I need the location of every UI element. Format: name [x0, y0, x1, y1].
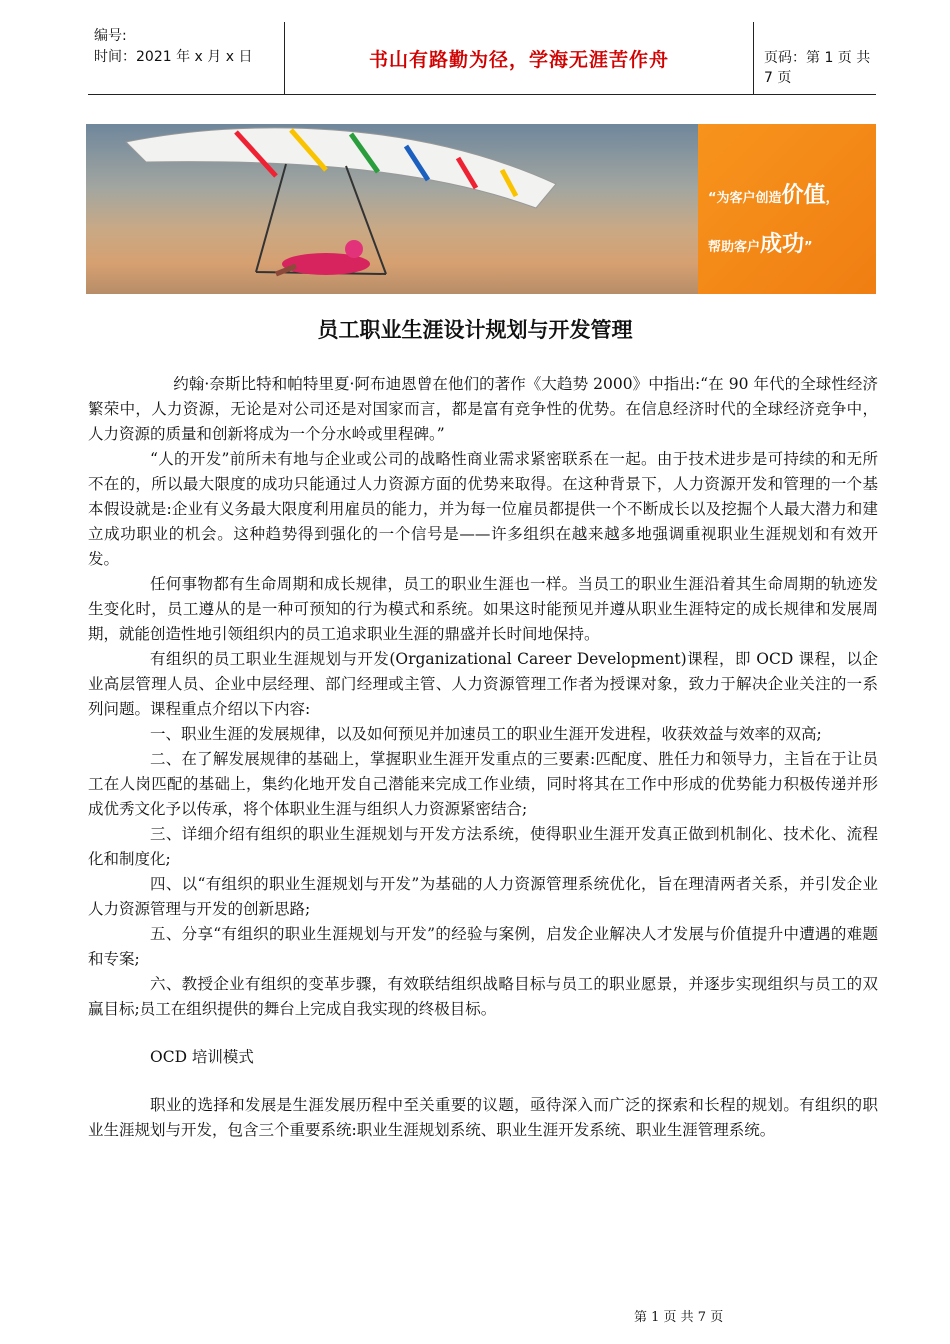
list-item-3: 三、详细介绍有组织的职业生涯规划与开发方法系统，使得职业生涯开发真正做到机制化、技术化、流程化和制度化; — [88, 825, 878, 868]
slogan-line-1-suffix: ， — [825, 191, 839, 206]
paragraph-ocd-course: 有组织的员工职业生涯规划与开发(Organizational Career Development)课程，即 OCD 课程，以企业高层管理人员、企业中层经理、部门经理或主管、人力资源管理工作者为授课对象，致力于解决企业关注的一系列问题。课程重点介绍以下内容: — [88, 650, 878, 718]
slogan-line-2-suffix: ” — [804, 240, 813, 255]
list-item-6: 六、教授企业有组织的变革步骤，有效联结组织战略目标与员工的职业愿景，并逐步实现组织与员工的双赢目标;员工在组织提供的舞台上完成自我实现的终极目标。 — [88, 975, 878, 1018]
paragraph-career-choice: 职业的选择和发展是生涯发展历程中至关重要的议题，亟待深入而广泛的探索和长程的规划。有组织的职业生涯规划与开发，包含三个重要系统:职业生涯规划系统、职业生涯开发系统、职业生涯管理系统。 — [88, 1096, 878, 1139]
list-item-5: 五、分享“有组织的职业生涯规划与开发”的经验与案例，启发企业解决人才发展与价值提升中遭遇的难题和专案; — [88, 925, 878, 968]
slogan-line-2 — [708, 227, 813, 258]
time-label: 时间：2021 年 x 月 x 日 — [94, 49, 253, 65]
list-item-1: 一、职业生涯的发展规律，以及如何预见并加速员工的职业生涯开发进程，收获效益与效率的双高; — [150, 725, 822, 743]
list-item-2: 二、在了解发展规律的基础上，掌握职业生涯开发重点的三要素:匹配度、胜任力和领导力，主旨在于让员工在人岗匹配的基础上，集约化地开发自己潜能来完成工作业绩，同时将其在工作中形成的优势能力积极传递并形成优秀文化予以传承，将个体职业生涯与组织人力资源紧密结合; — [88, 750, 878, 818]
header-motto: 书山有路勤为径，学海无涯苦作舟 — [284, 22, 754, 94]
page-footer: 第 1 页 共 7 页 — [634, 1310, 724, 1325]
slogan-line-2-prefix: 帮助客户 — [708, 240, 761, 255]
slogan-line-2-emphasis: 成功 — [760, 232, 805, 257]
slogan-line-1 — [708, 178, 839, 209]
list-item-4: 四、以“有组织的职业生涯规划与开发”为基础的人力资源管理系统优化，旨在理清两者关系，并引发企业人力资源管理与开发的创新思路; — [88, 875, 878, 918]
header-page-label: 页码：第 1 页 共 7 页 — [764, 50, 871, 86]
header-meta — [94, 26, 252, 68]
paragraph-lifecycle: 任何事物都有生命周期和成长规律，员工的职业生涯也一样。当员工的职业生涯沿着其生命周期的轨迹发生变化时，员工遵从的是一种可预知的行为模式和系统。如果这时能预见并遵从职业生涯特定的成长规律和发展周期，就能创造性地引领组织内的员工追求职业生涯的鼎盛并长时间地保持。 — [88, 575, 878, 643]
banner-slogan-panel — [698, 124, 876, 294]
document-title: 员工职业生涯设计规划与开发管理 — [317, 318, 633, 342]
slogan-line-1-emphasis: 价值 — [781, 183, 826, 208]
page-header — [88, 22, 876, 95]
document-body — [88, 372, 878, 1143]
banner — [86, 124, 876, 294]
hang-glider-photo — [86, 124, 698, 294]
doc-number-label: 编号: — [94, 28, 127, 44]
paragraph-intro: 约翰·奈斯比特和帕特里夏·阿布迪恩曾在他们的著作《大趋势 2000》中指出:“在 90 年代的全球性经济繁荣中，人力资源，无论是对公司还是对国家而言，都是富有竞争性的优势。在信息经济时代的全球经济竞争中，人力资源的质量和创新将成为一个分水岭或里程碑。” — [88, 375, 878, 443]
paragraph-development: “人的开发”前所未有地与企业或公司的战略性商业需求紧密联系在一起。由于技术进步是可持续的和无所不在的，所以最大限度的成功只能通过人力资源方面的优势来取得。在这种背景下，人力资源开发和管理的一个基本假设就是:企业有义务最大限度利用雇员的能力，并为每一位雇员都提供一个不断成长以及挖掘个人最大潜力和建立成功职业的机会。这种趋势得到强化的一个信号是——许多组织在越来越多地强调重视职业生涯规划和有效开发。 — [88, 450, 878, 568]
slogan-line-1-prefix: “为客户创造 — [708, 191, 782, 206]
section-heading-ocd-mode: OCD 培训模式 — [150, 1048, 254, 1066]
